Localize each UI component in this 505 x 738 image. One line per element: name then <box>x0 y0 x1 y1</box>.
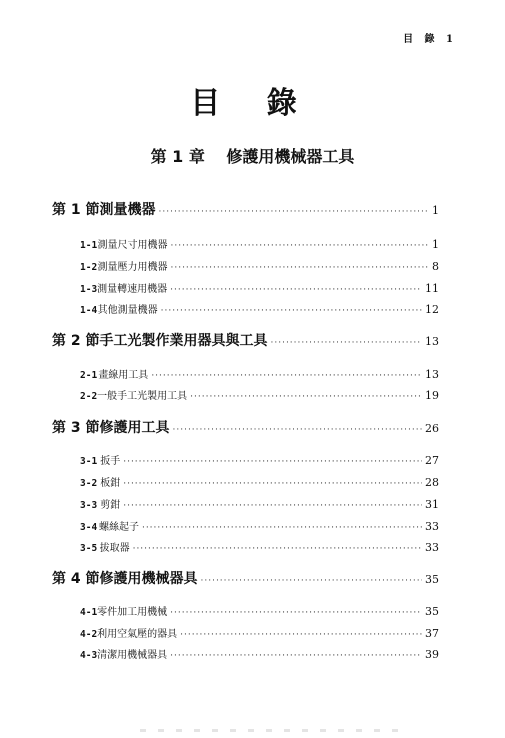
entry-number: 3-1 <box>80 456 98 467</box>
section-page: 26 <box>425 422 439 435</box>
dot-leader <box>161 306 422 316</box>
dot-leader <box>271 338 423 348</box>
dot-leader <box>201 576 423 586</box>
dot-leader <box>159 207 430 217</box>
entry-page: 8 <box>432 260 439 273</box>
entry-page: 12 <box>425 303 439 316</box>
section-title: 修護用機械器具 <box>99 571 198 587</box>
dot-leader <box>170 285 422 295</box>
entry-title: 板鉗 <box>100 478 121 489</box>
toc-entry <box>80 452 439 467</box>
chapter-number: 第 1 章 <box>150 147 205 166</box>
section-page: 1 <box>432 204 439 217</box>
entry-number: 4-1 <box>80 607 98 618</box>
toc-entry <box>80 474 439 489</box>
entry-number: 3-2 <box>80 478 98 489</box>
entry-page: 37 <box>425 627 439 640</box>
dot-leader <box>173 425 423 435</box>
scan-artifact <box>140 729 400 732</box>
entry-title: 畫線用工具 <box>98 370 149 381</box>
section-number: 第 3 節 <box>52 420 100 436</box>
toc-entry <box>80 603 439 618</box>
dot-leader <box>170 241 429 251</box>
toc-entry <box>80 301 439 316</box>
entry-number: 3-5 <box>80 543 98 554</box>
section-page: 13 <box>425 335 439 348</box>
toc-entry <box>80 625 439 640</box>
dot-leader <box>151 371 422 381</box>
toc-section <box>52 199 439 219</box>
entry-page: 19 <box>425 389 439 402</box>
chapter-title: 修護用機械器工具 <box>226 147 355 166</box>
entry-page: 31 <box>425 498 439 511</box>
entry-page: 33 <box>425 520 439 533</box>
toc-entry <box>80 539 439 554</box>
entry-number: 2-1 <box>80 370 98 381</box>
dot-leader <box>180 630 422 640</box>
entry-title: 其他測量機器 <box>97 305 158 316</box>
section-title: 測量機器 <box>99 202 156 218</box>
entry-title: 扳手 <box>100 456 121 467</box>
entry-number: 3-4 <box>80 522 98 533</box>
section-title: 手工光製作業用器具與工具 <box>99 333 268 349</box>
toc-entry <box>80 280 439 295</box>
entry-page: 27 <box>425 454 439 467</box>
entry-page: 13 <box>425 368 439 381</box>
entry-title: 拔取器 <box>99 543 130 554</box>
toc-section <box>52 568 439 588</box>
entry-number: 1-1 <box>80 240 98 251</box>
dot-leader <box>123 479 422 489</box>
running-head <box>403 30 457 45</box>
running-head-page: 1 <box>446 34 457 45</box>
toc-entry <box>80 258 439 273</box>
section-number: 第 4 節 <box>52 571 100 587</box>
toc-entry <box>80 366 439 381</box>
entry-title: 利用空氣壓的器具 <box>97 629 178 640</box>
entry-title: 剪鉗 <box>100 500 121 511</box>
toc-entry <box>80 387 439 402</box>
entry-number: 1-4 <box>80 305 98 316</box>
running-head-title: 目 錄 <box>403 34 439 45</box>
entry-number: 2-2 <box>80 391 98 402</box>
entry-page: 11 <box>425 282 439 295</box>
entry-number: 4-3 <box>80 650 98 661</box>
dot-leader <box>123 501 422 511</box>
toc-entry <box>80 236 439 251</box>
entry-title: 測量轉速用機器 <box>97 284 168 295</box>
entry-title: 一般手工光製用工具 <box>97 391 188 402</box>
entry-number: 1-3 <box>80 284 98 295</box>
toc-entry <box>80 496 439 511</box>
entry-title: 螺絲起子 <box>98 522 139 533</box>
dot-leader <box>142 523 422 533</box>
dot-leader <box>170 263 429 273</box>
toc-section <box>52 417 439 437</box>
entry-title: 清潔用機械器具 <box>97 650 168 661</box>
entry-number: 1-2 <box>80 262 98 273</box>
entry-page: 1 <box>432 238 439 251</box>
dot-leader <box>133 544 422 554</box>
section-title: 修護用工具 <box>99 420 170 436</box>
entry-number: 4-2 <box>80 629 98 640</box>
chapter-heading <box>0 144 505 167</box>
section-page: 35 <box>425 573 439 586</box>
entry-title: 測量壓力用機器 <box>97 262 168 273</box>
toc-entry <box>80 646 439 661</box>
entry-page: 35 <box>425 605 439 618</box>
toc-entry <box>80 518 439 533</box>
entry-page: 28 <box>425 476 439 489</box>
dot-leader <box>170 651 422 661</box>
entry-title: 測量尺寸用機器 <box>97 240 168 251</box>
dot-leader <box>123 457 422 467</box>
section-number: 第 1 節 <box>52 202 100 218</box>
entry-title: 零件加工用機械 <box>97 607 168 618</box>
section-number: 第 2 節 <box>52 333 100 349</box>
dot-leader <box>170 608 422 618</box>
entry-number: 3-3 <box>80 500 98 511</box>
toc-section <box>52 330 439 350</box>
entry-page: 33 <box>425 541 439 554</box>
dot-leader <box>190 392 422 402</box>
entry-page: 39 <box>425 648 439 661</box>
page-title: 目 錄 <box>190 86 315 121</box>
